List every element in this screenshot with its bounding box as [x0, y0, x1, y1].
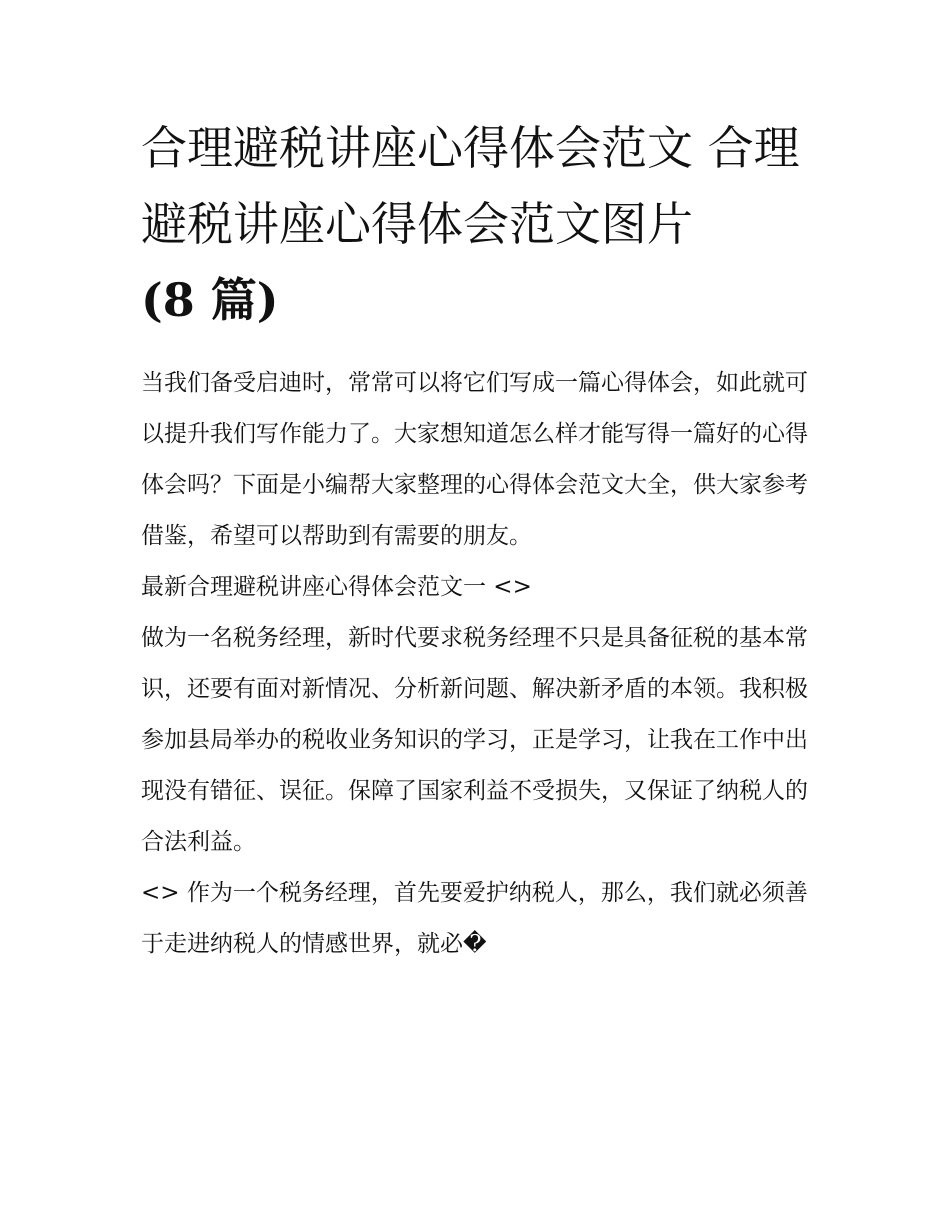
title-count-text: (8 篇) [141, 273, 279, 327]
body-paragraph-1: 做为一名税务经理，新时代要求税务经理不只是具备征税的基本常识，还要有面对新情况、分析新问题、解决新矛盾的本领。我积极参加县局举办的税收业务知识的学习，正是学习，让我在工作中出现没有错征、误征。保障了国家利益不受损失，又保证了纳税人的合法利益。 [141, 625, 808, 855]
body-paragraph-2: <> 作为一个税务经理，首先要爱护纳税人，那么，我们就必须善于走进纳税人的情感世界，就必� [141, 880, 808, 957]
document-title [141, 110, 813, 338]
title-main-text: 合理避税讲座心得体会范文 合理避税讲座心得体会范文图片 [141, 121, 800, 251]
intro-paragraph: 当我们备受启迪时，常常可以将它们写成一篇心得体会，如此就可以提升我们写作能力了。大家想知道怎么样才能写得一篇好的心得体会吗？下面是小编帮大家整理的心得体会范文大全，供大家参考借鉴，希望可以帮助到有需要的朋友。 [141, 370, 808, 549]
document-page [141, 110, 813, 970]
section-heading: 最新合理避税讲座心得体会范文一 <> [141, 574, 532, 600]
